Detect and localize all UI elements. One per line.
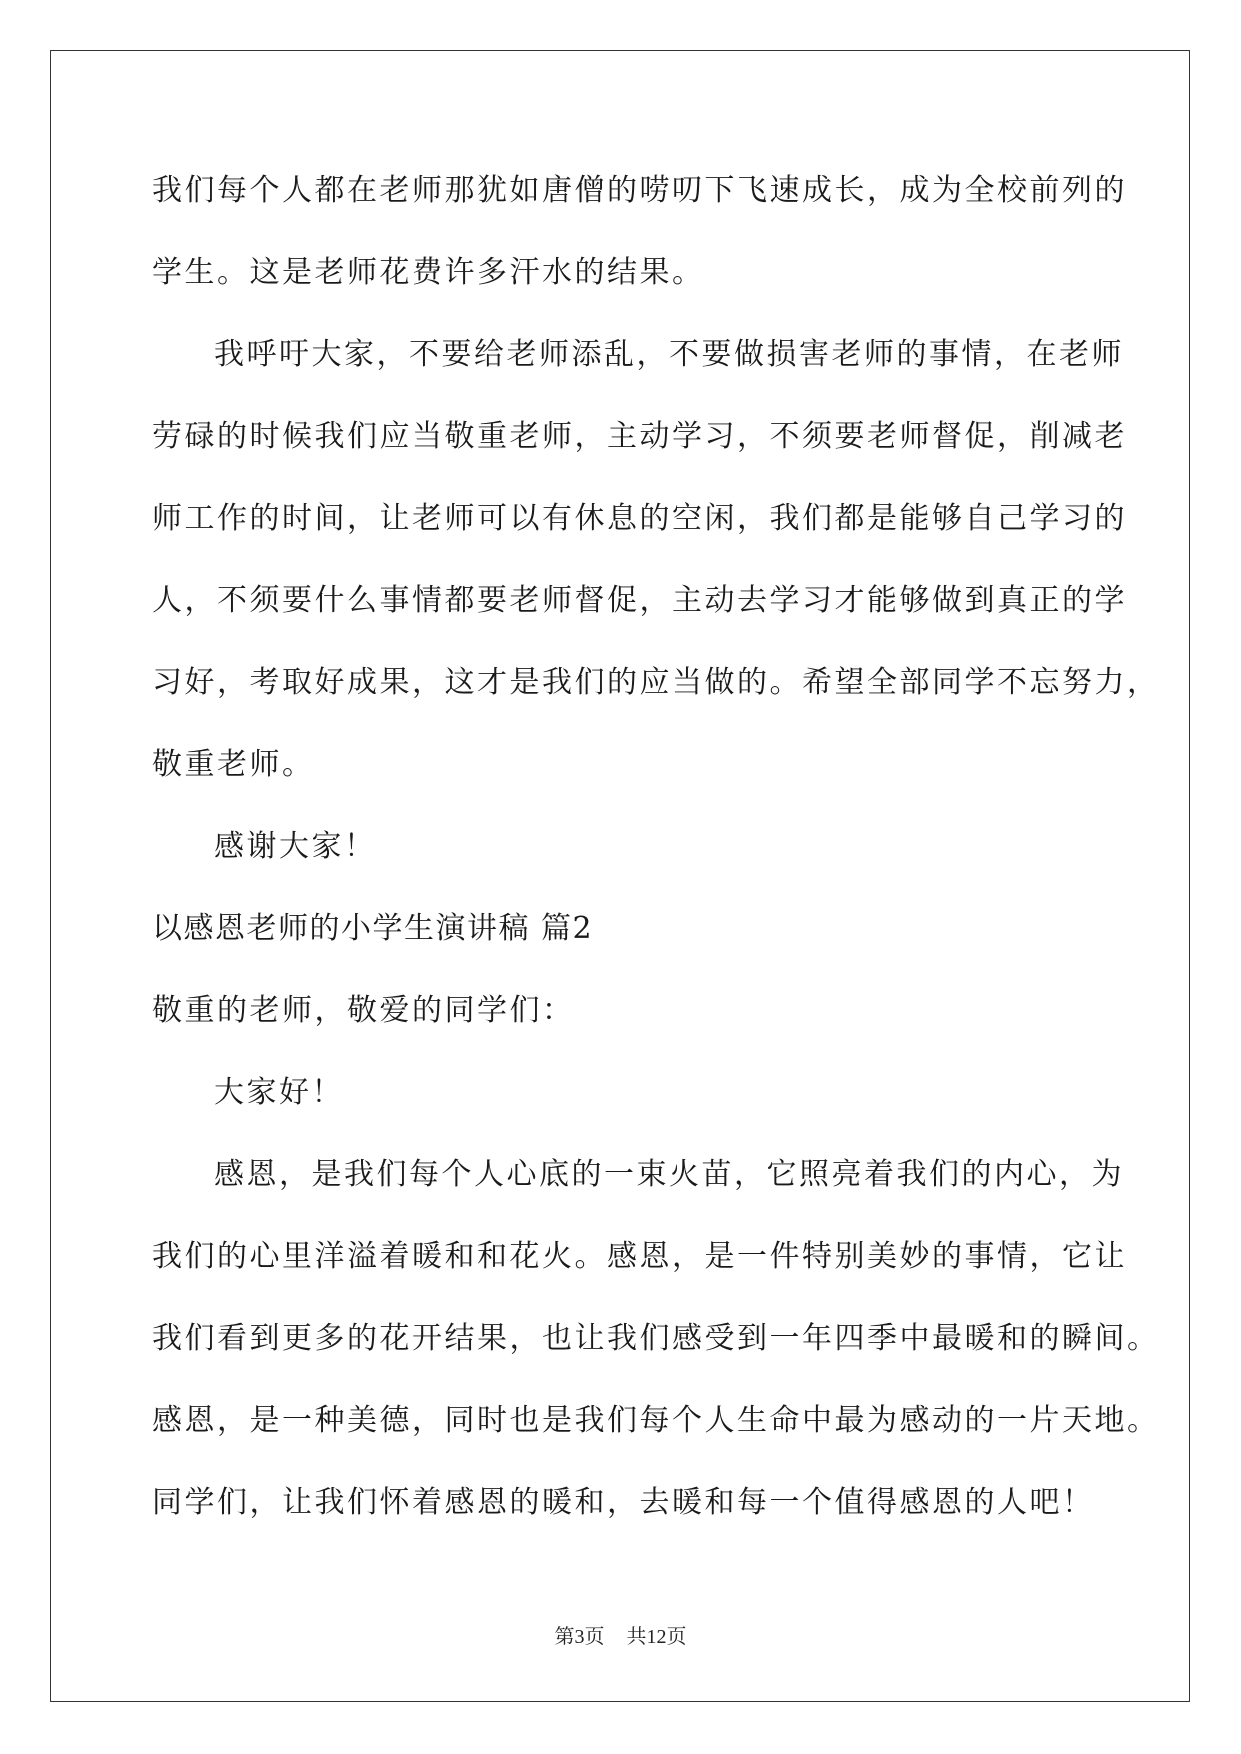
text-line: 习好，考取好成果，这才是我们的应当做的。希望全部同学不忘努力，	[152, 665, 1160, 700]
section-heading: 以感恩老师的小学生演讲稿 篇2	[152, 911, 594, 946]
text-line: 感谢大家！	[214, 829, 377, 864]
text-line: 同学们，让我们怀着感恩的暖和，去暖和每一个值得感恩的人吧！	[152, 1485, 1095, 1520]
salutation: 敬重的老师，敬爱的同学们：	[152, 993, 575, 1028]
text-line: 我们看到更多的花开结果，也让我们感受到一年四季中最暖和的瞬间。	[152, 1321, 1160, 1356]
text-line: 感恩，是我们每个人心底的一束火苗，它照亮着我们的内心，为	[214, 1157, 1124, 1192]
text-line: 我呼吁大家，不要给老师添乱，不要做损害老师的事情，在老师	[214, 337, 1124, 372]
text-line: 我们的心里洋溢着暖和和花火。感恩，是一件特别美妙的事情，它让	[152, 1239, 1127, 1274]
greeting: 大家好！	[214, 1075, 344, 1110]
text-line: 敬重老师。	[152, 747, 315, 782]
page-number: 第3页	[554, 1626, 605, 1648]
text-line: 劳碌的时候我们应当敬重老师，主动学习，不须要老师督促，削减老	[152, 419, 1127, 454]
text-line: 学生。这是老师花费许多汗水的结果。	[152, 255, 705, 290]
page-total: 共12页	[626, 1626, 687, 1648]
text-line: 人，不须要什么事情都要老师督促，主动去学习才能够做到真正的学	[152, 583, 1127, 618]
text-line: 师工作的时间，让老师可以有休息的空闲，我们都是能够自己学习的	[152, 501, 1127, 536]
text-line: 感恩，是一种美德，同时也是我们每个人生命中最为感动的一片天地。	[152, 1403, 1160, 1438]
page-footer	[0, 1620, 1241, 1649]
text-line: 我们每个人都在老师那犹如唐僧的唠叨下飞速成长，成为全校前列的	[152, 173, 1127, 208]
document-body	[152, 160, 1160, 1554]
